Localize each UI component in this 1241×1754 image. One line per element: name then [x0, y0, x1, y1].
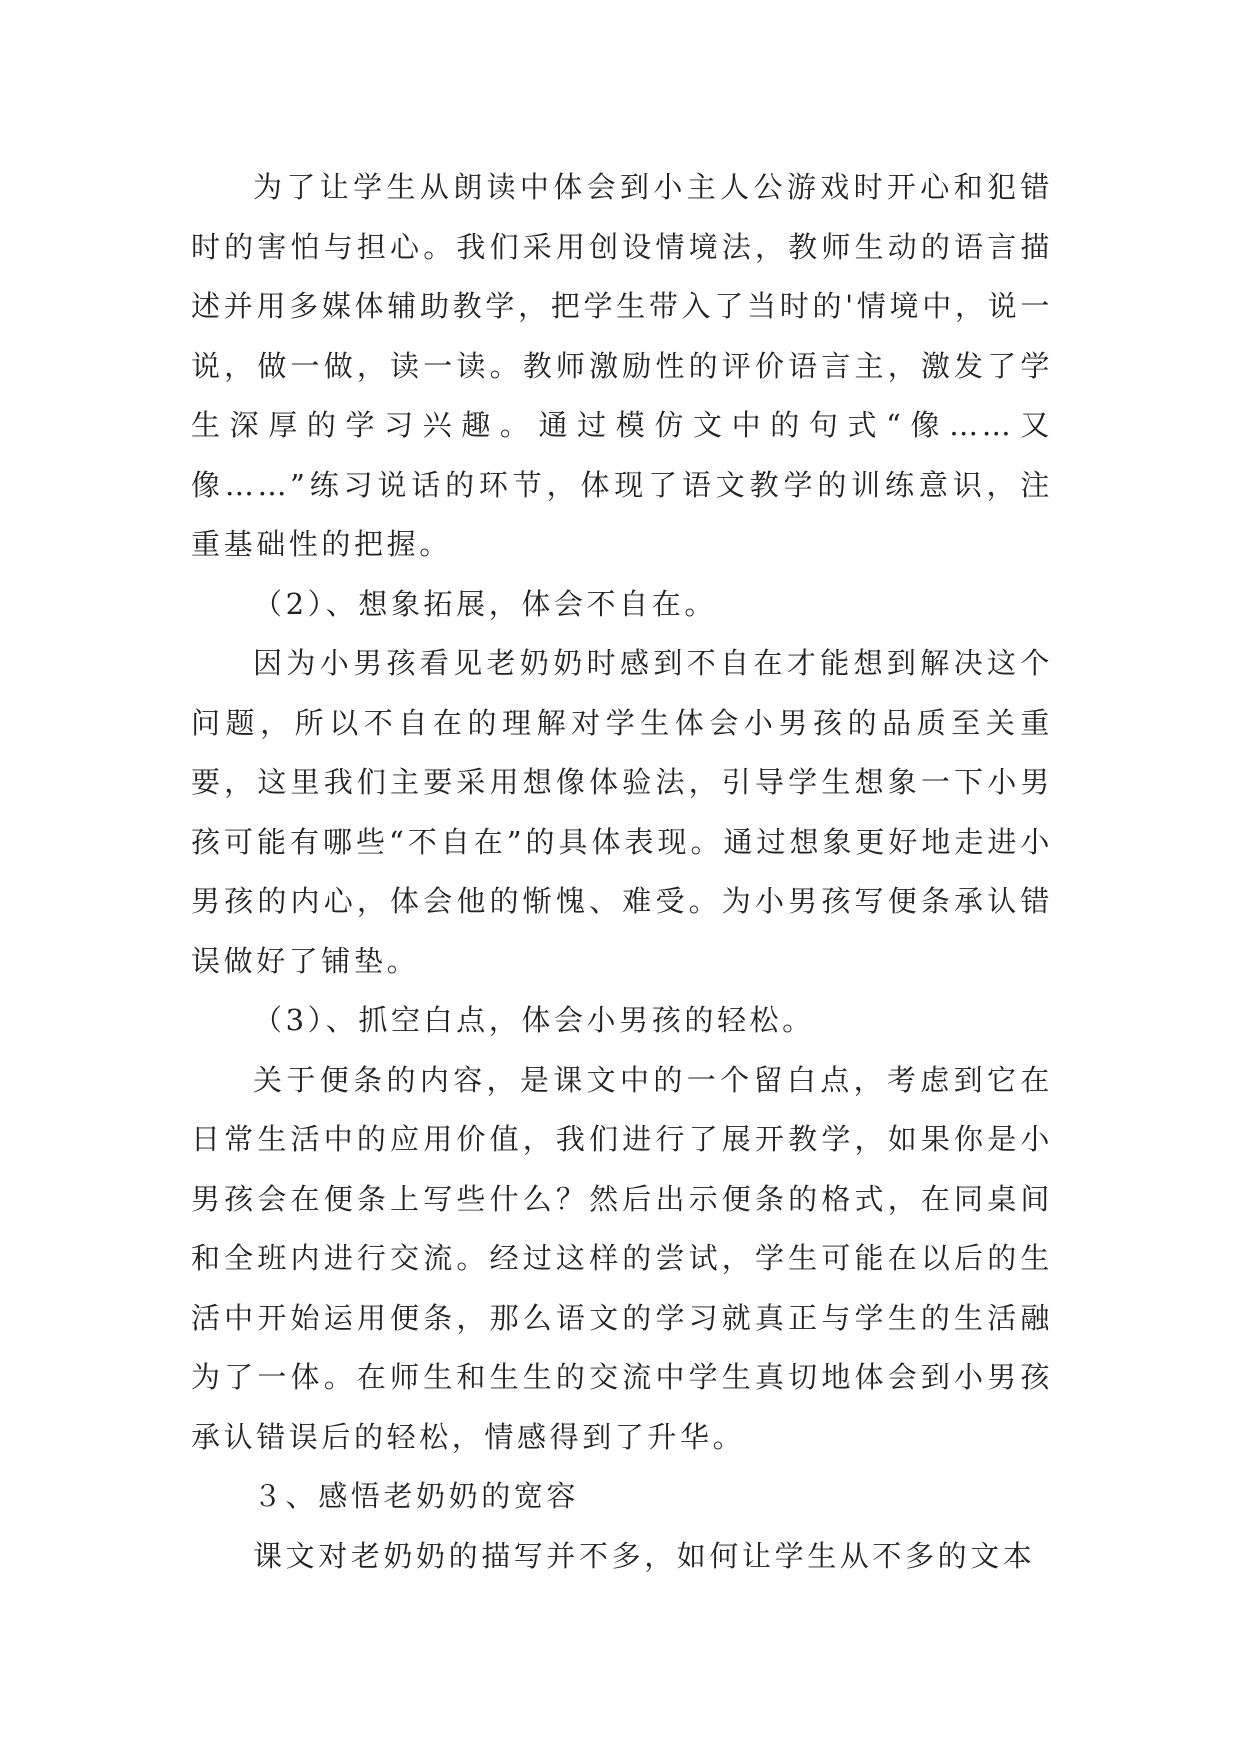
document-body: [191, 158, 1053, 1586]
paragraph-reading-experience: 为了让学生从朗读中体会到小主人公游戏时开心和犯错时的害怕与担心。我们采用创设情境法，教师生动的语言描述并用多媒体辅助教学，把学生带入了当时的'情境中，说一说，做一做，读一读。教师激励性的评价语言主，激发了学生深厚的学习兴趣。通过模仿文中的句式“像……又像……”练习说话的环节，体现了语文教学的训练意识，注重基础性的把握。: [191, 170, 1053, 561]
subheading-grandma-tolerance: ３、感悟老奶奶的宽容: [253, 1479, 580, 1513]
subheading-blank-points: （3）、抓空白点，体会小男孩的轻松。: [253, 1003, 815, 1037]
paragraph-note-content: 关于便条的内容，是课文中的一个留白点，考虑到它在日常生活中的应用价值，我们进行了展开教学，如果你是小男孩会在便条上写些什么？然后出示便条的格式，在同桌间和全班内进行交流。经过这样的尝试，学生可能在以后的生活中开始运用便条，那么语文的学习就真正与学生的生活融为了一体。在师生和生生的交流中学生真切地体会到小男孩承认错误后的轻松，情感得到了升华。: [191, 1062, 1053, 1454]
subheading-imagination-expansion: （2）、想象拓展，体会不自在。: [253, 586, 717, 621]
paragraph-discomfort: 因为小男孩看见老奶奶时感到不自在才能想到解决这个问题，所以不自在的理解对学生体会小男孩的品质至关重要，这里我们主要采用想像体验法，引导学生想象一下小男孩可能有哪些“不自在”的具体表现。通过想象更好地走进小男孩的内心，体会他的惭愧、难受。为小男孩写便条承认错误做好了铺垫。: [191, 646, 1053, 978]
paragraph-grandma-description: 课文对老奶奶的描写并不多，如何让学生从不多的文本: [253, 1538, 1036, 1573]
